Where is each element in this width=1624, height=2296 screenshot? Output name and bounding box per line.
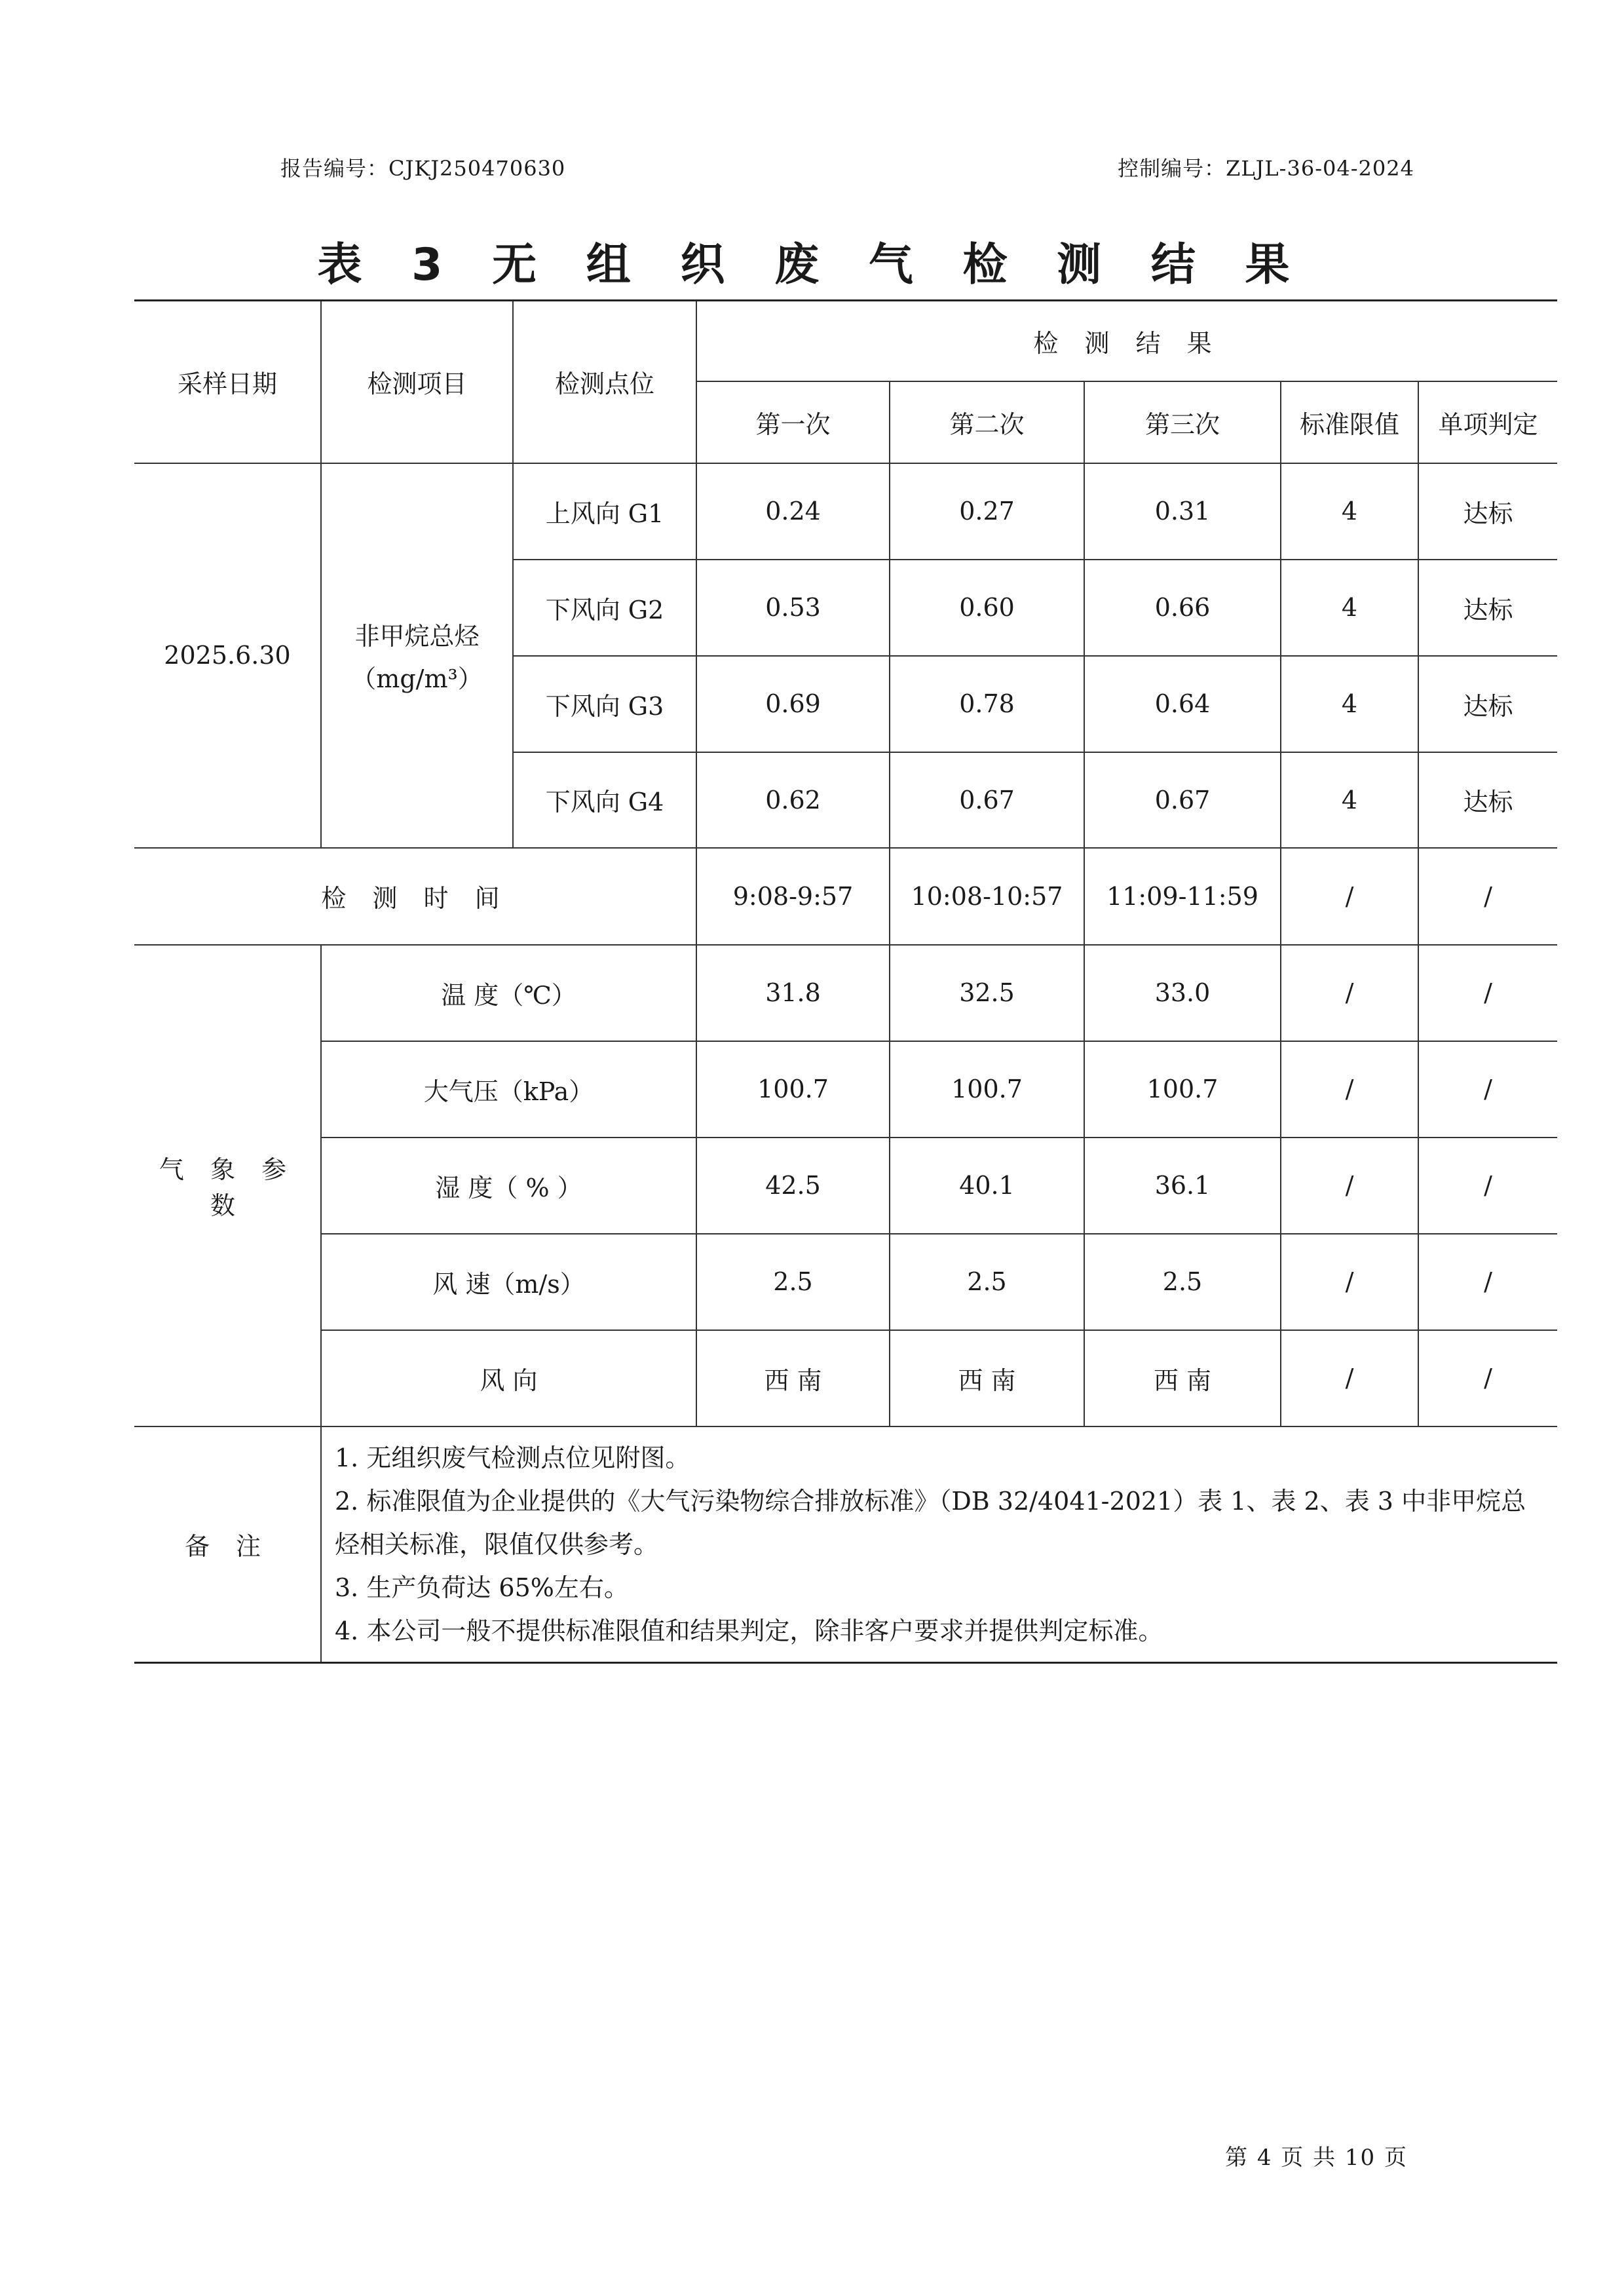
- notes-row: [134, 1426, 1557, 1663]
- page-number: 第 4 页 共 10 页: [1225, 2145, 1408, 2171]
- value-second: 0.60: [890, 560, 1084, 656]
- judgement-value: 达标: [1418, 656, 1557, 752]
- judgement-value: 达标: [1418, 560, 1557, 656]
- notes-label: 备 注: [134, 1426, 321, 1663]
- limit-slash: /: [1281, 1234, 1418, 1330]
- limit-value: 4: [1281, 463, 1418, 560]
- value-second: 0.27: [890, 463, 1084, 560]
- value-third: 0.66: [1084, 560, 1281, 656]
- header-third: 第三次: [1084, 381, 1281, 463]
- limit-slash: /: [1281, 1330, 1418, 1426]
- value-third: 西 南: [1084, 1330, 1281, 1426]
- weather-param: 风 向: [321, 1330, 696, 1426]
- item-name: 非甲烷总烃: [354, 622, 480, 651]
- item-cell: [321, 463, 513, 848]
- value-first: 0.53: [696, 560, 890, 656]
- value-first: 2.5: [696, 1234, 890, 1330]
- value-second: 西 南: [890, 1330, 1084, 1426]
- value-third: 0.64: [1084, 656, 1281, 752]
- note-item: 3. 生产负荷达 65%左右。: [335, 1573, 629, 1602]
- limit-value: 4: [1281, 752, 1418, 848]
- header-sampling-date: 采样日期: [134, 301, 321, 463]
- limit-value: 4: [1281, 656, 1418, 752]
- value-third: 0.67: [1084, 752, 1281, 848]
- limit-slash: /: [1281, 945, 1418, 1041]
- note-item: 2. 标准限值为企业提供的《大气污染物综合排放标准》（DB 32/4041-2021）表 1、表 2、表 3 中非甲烷总烃相关标准，限值仅供参考。: [335, 1486, 1526, 1559]
- point-name: 下风向 G2: [513, 560, 696, 656]
- judgement-value: 达标: [1418, 463, 1557, 560]
- value-third: 36.1: [1084, 1138, 1281, 1234]
- weather-param: 风 速（m/s）: [321, 1234, 696, 1330]
- header-point: 检测点位: [513, 301, 696, 463]
- value-third: 100.7: [1084, 1041, 1281, 1138]
- value-second: 0.78: [890, 656, 1084, 752]
- value-third: 33.0: [1084, 945, 1281, 1041]
- notes-content: [321, 1426, 1557, 1663]
- point-name: 上风向 G1: [513, 463, 696, 560]
- limit-slash: /: [1281, 1041, 1418, 1138]
- value-first: 0.62: [696, 752, 890, 848]
- value-second: 0.67: [890, 752, 1084, 848]
- table-row: [134, 945, 1557, 1041]
- value-second: 32.5: [890, 945, 1084, 1041]
- header-judgement: 单项判定: [1418, 381, 1557, 463]
- value-third: 0.31: [1084, 463, 1281, 560]
- judgement-slash: /: [1418, 848, 1557, 945]
- value-first: 0.24: [696, 463, 890, 560]
- point-name: 下风向 G4: [513, 752, 696, 848]
- value-first: 西 南: [696, 1330, 890, 1426]
- header-results: 检 测 结 果: [696, 301, 1557, 381]
- weather-param: 大气压（kPa）: [321, 1041, 696, 1138]
- table-title: 表 3 无 组 织 废 气 检 测 结 果: [317, 239, 1307, 291]
- header-limit: 标准限值: [1281, 381, 1418, 463]
- note-item: 1. 无组织废气检测点位见附图。: [335, 1443, 690, 1472]
- limit-slash: /: [1281, 848, 1418, 945]
- value-first: 31.8: [696, 945, 890, 1041]
- note-item: 4. 本公司一般不提供标准限值和结果判定，除非客户要求并提供判定标准。: [335, 1616, 1163, 1645]
- time-third: 11:09-11:59: [1084, 848, 1281, 945]
- report-number: 报告编号：CJKJ250470630: [280, 156, 566, 181]
- judgement-slash: /: [1418, 1041, 1557, 1138]
- time-first: 9:08-9:57: [696, 848, 890, 945]
- results-table: [134, 299, 1557, 1664]
- table-row: [134, 1041, 1557, 1138]
- judgement-value: 达标: [1418, 752, 1557, 848]
- table-row: [134, 848, 1557, 945]
- judgement-slash: /: [1418, 1330, 1557, 1426]
- value-third: 2.5: [1084, 1234, 1281, 1330]
- table-row: [134, 463, 1557, 560]
- table-row: [134, 1234, 1557, 1330]
- header-item: 检测项目: [321, 301, 513, 463]
- item-unit: （mg/m³）: [351, 664, 483, 693]
- judgement-slash: /: [1418, 1234, 1557, 1330]
- judgement-slash: /: [1418, 1138, 1557, 1234]
- time-second: 10:08-10:57: [890, 848, 1084, 945]
- weather-param: 温 度（℃）: [321, 945, 696, 1041]
- sampling-date: 2025.6.30: [134, 463, 321, 848]
- value-first: 0.69: [696, 656, 890, 752]
- control-number: 控制编号：ZLJL-36-04-2024: [1118, 156, 1414, 181]
- weather-param: 湿 度（ % ）: [321, 1138, 696, 1234]
- value-second: 2.5: [890, 1234, 1084, 1330]
- value-first: 42.5: [696, 1138, 890, 1234]
- value-first: 100.7: [696, 1041, 890, 1138]
- weather-label: 气 象 参 数: [134, 945, 321, 1426]
- value-second: 100.7: [890, 1041, 1084, 1138]
- header-second: 第二次: [890, 381, 1084, 463]
- header-first: 第一次: [696, 381, 890, 463]
- value-second: 40.1: [890, 1138, 1084, 1234]
- limit-slash: /: [1281, 1138, 1418, 1234]
- judgement-slash: /: [1418, 945, 1557, 1041]
- table-row: [134, 1330, 1557, 1426]
- time-label: 检 测 时 间: [134, 848, 696, 945]
- point-name: 下风向 G3: [513, 656, 696, 752]
- limit-value: 4: [1281, 560, 1418, 656]
- table-row: [134, 1138, 1557, 1234]
